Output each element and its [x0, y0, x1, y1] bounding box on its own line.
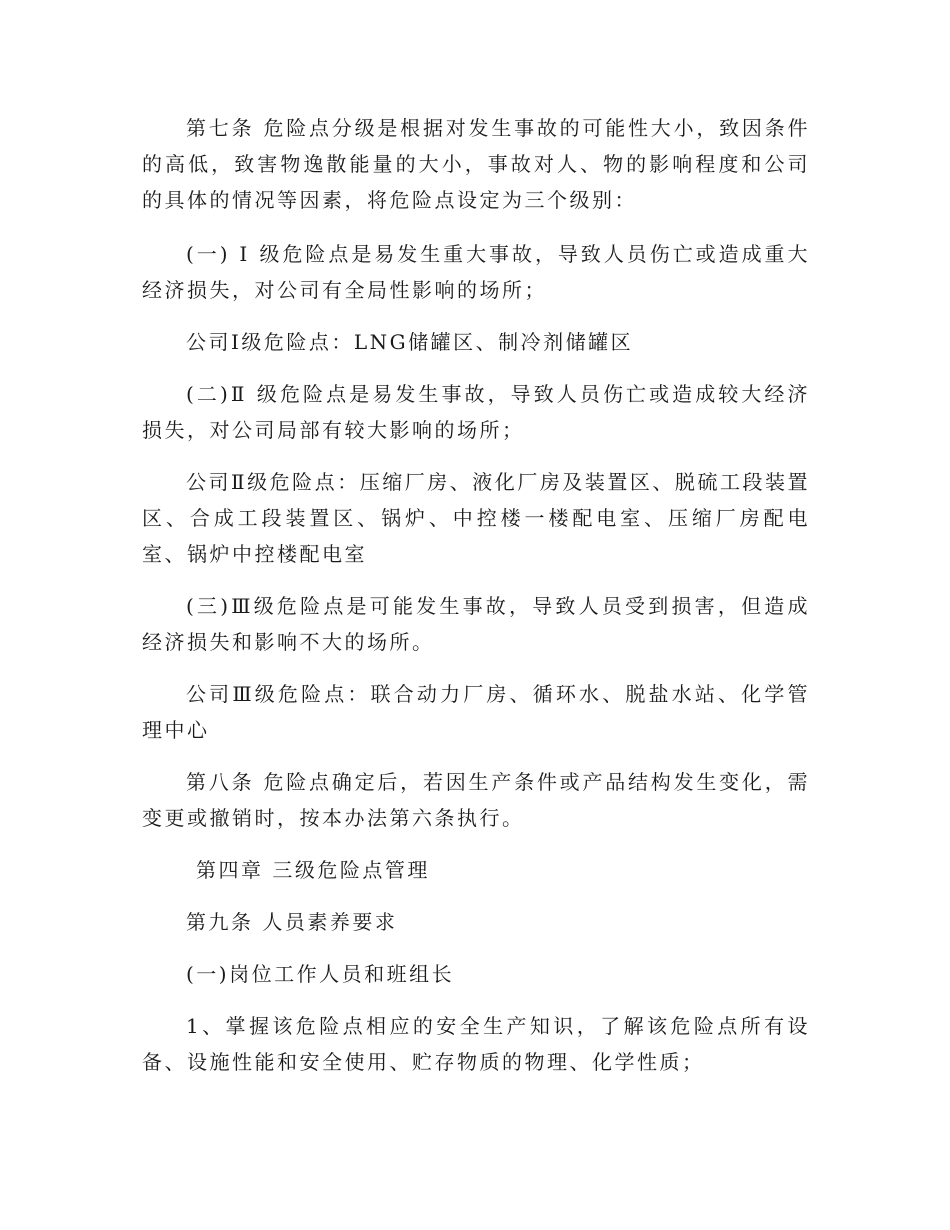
level-3-sites-paragraph: 公司Ⅲ级危险点：联合动力厂房、循环水、脱盐水站、化学管理中心: [142, 682, 810, 742]
item-1-paragraph: 1、掌握该危险点相应的安全生产知识，了解该危险点所有设备、设施性能和安全使用、贮存物质的物理、化学性质；: [142, 1014, 810, 1074]
level-3-definition-paragraph: (三)Ⅲ级危险点是可能发生事故，导致人员受到损害，但造成经济损失和影响不大的场所。: [142, 594, 810, 654]
article-9-heading: 第九条 人员素养要求: [186, 910, 398, 934]
level-2-definition-paragraph: (二)Ⅱ 级危险点是易发生事故，导致人员伤亡或造成较大经济损失，对公司局部有较大影响的场所；: [142, 382, 810, 442]
level-1-definition-paragraph: (一) Ⅰ 级危险点是易发生重大事故，导致人员伤亡或造成重大经济损失，对公司有全局性影响的场所；: [142, 242, 810, 302]
section-1-heading: (一)岗位工作人员和班组长: [186, 962, 455, 986]
article-7-paragraph: 第七条 危险点分级是根据对发生事故的可能性大小，致因条件的高低，致害物逸散能量的大小，事故对人、物的影响程度和公司的具体的情况等因素，将危险点设定为三个级别：: [142, 116, 810, 212]
level-2-sites-paragraph: 公司Ⅱ级危险点：压缩厂房、液化厂房及装置区、脱硫工段装置区、合成工段装置区、锅炉、中控楼一楼配电室、压缩厂房配电室、锅炉中控楼配电室: [142, 470, 810, 566]
level-1-sites-paragraph: 公司Ⅰ级危险点：LNG储罐区、制冷剂储罐区: [186, 330, 634, 354]
chapter-4-heading: 第四章 三级危险点管理: [196, 858, 430, 882]
article-8-paragraph: 第八条 危险点确定后，若因生产条件或产品结构发生变化，需变更或撤销时，按本办法第六条执行。: [142, 770, 810, 830]
